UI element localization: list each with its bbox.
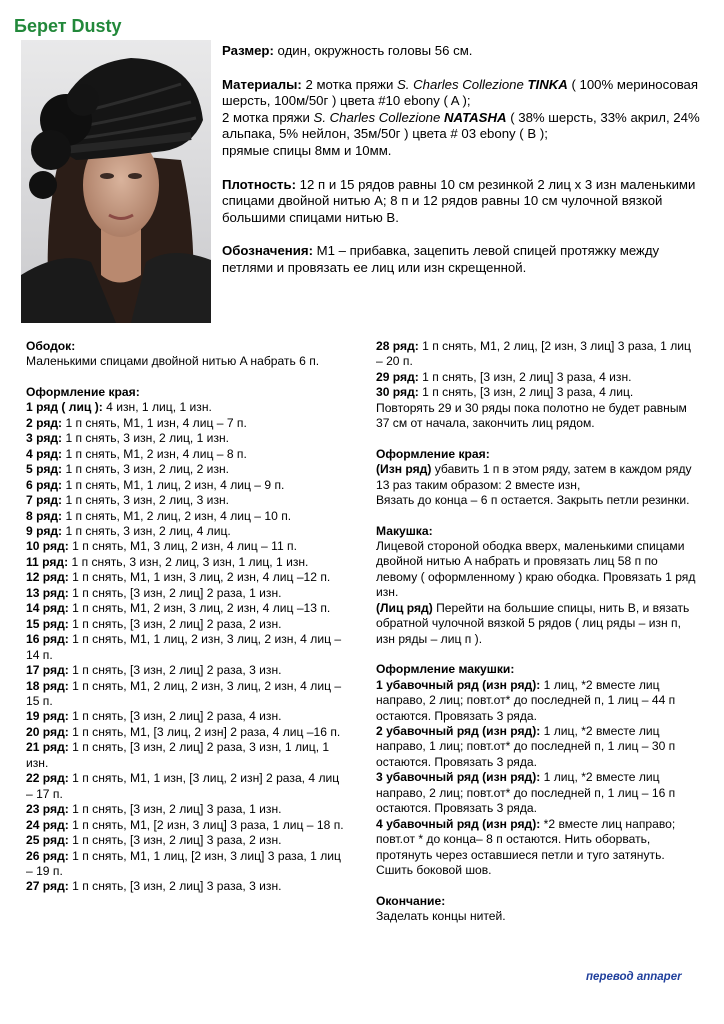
- pattern-row: [376, 724, 700, 770]
- pattern-row: [26, 478, 348, 493]
- row-label: 21 ряд:: [26, 740, 69, 755]
- row-label: 2 ряд:: [26, 415, 63, 430]
- row-text: 1 п снять, M1, 1 лиц, [2 изн, 3 лиц] 3 раза, 1 лиц – 19 п.: [26, 848, 341, 878]
- band-text: Маленькими спицами двойной нитью A набрать 6 п.: [26, 354, 320, 369]
- pattern-row: [26, 802, 348, 817]
- materials-b-yarn: NATASHA: [444, 109, 507, 125]
- page-title: Берет Dusty: [14, 16, 122, 36]
- finish-heading: Окончание:: [376, 893, 446, 908]
- crown-text: Лицевой стороной ободка вверх, маленькими спицами двойной нитью A набрать и провязать лиц 58 п по левому ( оформленному ) краю ободка. Провязать 1 ряд изн.: [376, 538, 696, 600]
- pattern-row: [26, 833, 348, 848]
- materials-label: Материалы:: [222, 76, 302, 92]
- row-label: 1 убавочный ряд (изн ряд):: [376, 677, 541, 692]
- materials-b-rest: ( 38% шерсть, 33% акрил, 24% альпака, 5% нейлон, 35м/50г ) цвета # 03 ebony ( B );: [222, 109, 700, 142]
- row-text: 1 п снять, M1, 3 лиц, 2 изн, 4 лиц – 11 п.: [68, 539, 297, 554]
- row-text: 1 п снять, M1, 2 изн, 3 лиц, 2 изн, 4 лиц –13 п.: [68, 601, 331, 616]
- pattern-row: [26, 462, 348, 477]
- row-text: 1 п снять, M1, 1 изн, 3 лиц, 2 изн, 4 лиц –12 п.: [68, 570, 331, 585]
- row-text: 1 лиц, *2 вместе лиц направо, 2 лиц; повт.от* до последней п, 1 лиц – 16 п остаются. Провязать 3 ряда.: [376, 770, 676, 816]
- row-text: 1 п снять, M1, 2 лиц, 2 изн, 3 лиц, 2 изн, 4 лиц – 15 п.: [26, 678, 342, 708]
- edge-finish-label: (Изн ряд): [376, 462, 432, 477]
- row-text: 1 п снять, [3 изн, 2 лиц] 3 раза, 4 изн.: [418, 369, 632, 384]
- row-text: 1 п снять, 3 изн, 2 лиц, 3 изн.: [62, 493, 230, 508]
- right-row-list: [376, 339, 700, 401]
- row-label: 19 ряд:: [26, 709, 69, 724]
- crown-label-2: (Лиц ряд): [376, 600, 433, 615]
- abbreviations-paragraph: [222, 243, 702, 276]
- row-label: 18 ряд:: [26, 678, 69, 693]
- materials-b-brand: S. Charles Collezione: [313, 109, 445, 125]
- pattern-row: [26, 416, 348, 431]
- row-text: 1 п снять, [3 изн, 2 лиц] 3 раза, 4 лиц.: [418, 385, 634, 400]
- row-text: 1 лиц, *2 вместе лиц направо, 1 лиц; повт.от* до последней п, 1 лиц – 30 п остаются. Провязать 3 ряда.: [376, 723, 676, 769]
- row-text: 1 п снять, [3 изн, 2 лиц] 3 раза, 2 изн.: [68, 833, 282, 848]
- row-text: 1 п снять, 3 изн, 2 лиц, 1 изн.: [62, 431, 230, 446]
- materials-a: 2 мотка пряжи: [301, 76, 398, 92]
- row-text: 4 изн, 1 лиц, 1 изн.: [102, 400, 212, 415]
- row-label: 13 ряд:: [26, 585, 69, 600]
- row-text: 1 п снять, M1, 2 лиц, [2 изн, 3 лиц] 3 раза, 1 лиц – 20 п.: [376, 339, 691, 369]
- pattern-row: [26, 849, 348, 880]
- row-label: 22 ряд:: [26, 771, 69, 786]
- row-label: 20 ряд:: [26, 724, 69, 739]
- size-text: один, окружность головы 56 см.: [273, 43, 473, 58]
- edge-heading: Оформление края:: [26, 384, 140, 399]
- row-label: 12 ряд:: [26, 570, 69, 585]
- row-label: 4 убавочный ряд (изн ряд):: [376, 816, 541, 831]
- row-text: 1 п снять, M1, [3 лиц, 2 изн] 2 раза, 4 лиц –16 п.: [68, 724, 341, 739]
- pattern-row: [26, 539, 348, 554]
- row-label: 29 ряд:: [376, 369, 419, 384]
- crown-heading: Макушка:: [376, 523, 433, 538]
- row-label: 17 ряд:: [26, 663, 69, 678]
- row-text: 1 п снять, [3 изн, 2 лиц] 2 раза, 4 изн.: [68, 709, 282, 724]
- row-label: 1 ряд ( лиц ):: [26, 400, 103, 415]
- row-text: 1 п снять, [3 изн, 2 лиц] 2 раза, 1 изн.: [68, 585, 282, 600]
- row-label: 10 ряд:: [26, 539, 69, 554]
- edge-finish-heading: Оформление края:: [376, 446, 490, 461]
- gauge-text: 12 п и 15 рядов равны 10 см резинкой 2 лиц х 3 изн маленькими спицами двойной нитью A; 8 п и 12 рядов равны 10 см чулочной вязкой большими спицами нитью B.: [222, 176, 696, 225]
- decrease-row-list: [376, 678, 700, 879]
- pattern-row: [376, 678, 700, 724]
- translator-credit: перевод annaper: [586, 971, 682, 983]
- edge-finish-text: убавить 1 п в этом ряду, затем в каждом ряду 13 раз таким образом: 2 вместе изн,: [376, 462, 692, 492]
- edge-finish-paragraph: [376, 462, 700, 493]
- right-column: [376, 339, 700, 924]
- row-text: 1 п снять, 3 изн, 2 лиц, 2 изн.: [62, 462, 230, 477]
- pattern-row: [26, 632, 348, 663]
- row-label: 16 ряд:: [26, 632, 69, 647]
- row-label: 15 ряд:: [26, 616, 69, 631]
- abbreviations-text: M1 – прибавка, зацепить левой спицей протяжку между петлями и провязать ее лиц или изн скрещенной.: [222, 243, 660, 275]
- left-row-list: [26, 400, 348, 895]
- row-text: 1 п снять, [3 изн, 2 лиц] 2 раза, 3 изн, 1 лиц, 1 изн.: [26, 740, 330, 770]
- pattern-row: [26, 431, 348, 446]
- size-label: Размер:: [222, 43, 274, 58]
- row-text: 1 п снять, M1, [2 изн, 3 лиц] 3 раза, 1 лиц – 18 п.: [68, 817, 344, 832]
- left-column: [26, 339, 348, 895]
- model-photo: [21, 40, 211, 323]
- abbreviations-label: Обозначения:: [222, 243, 313, 259]
- pattern-row: [376, 770, 700, 816]
- materials-a-yarn: TINKA: [527, 76, 568, 92]
- row-text: 1 п снять, [3 изн, 2 лиц] 2 раза, 2 изн.: [68, 616, 282, 631]
- crown-finish-heading: Оформление макушки:: [376, 662, 515, 677]
- row-label: 4 ряд:: [26, 446, 63, 461]
- row-text: 1 п снять, M1, 1 лиц, 2 изн, 4 лиц – 9 п.: [62, 477, 285, 492]
- pattern-row: [376, 339, 700, 370]
- row-text: 1 п снять, [3 изн, 2 лиц] 2 раза, 3 изн.: [68, 663, 282, 678]
- row-text: 1 п снять, 3 изн, 2 лиц, 3 изн, 1 лиц, 1 изн.: [68, 554, 309, 569]
- gauge-label: Плотность:: [222, 176, 297, 192]
- row-label: 3 убавочный ряд (изн ряд):: [376, 770, 541, 785]
- row-label: 5 ряд:: [26, 462, 63, 477]
- pattern-row: [26, 524, 348, 539]
- gauge-paragraph: [222, 177, 702, 227]
- row-label: 3 ряд:: [26, 431, 63, 446]
- row-text: 1 п снять, M1, 2 лиц, 2 изн, 4 лиц – 10 п.: [62, 508, 292, 523]
- materials-c: прямые спицы 8мм и 10мм.: [222, 142, 392, 158]
- row-label: 24 ряд:: [26, 817, 69, 832]
- repeat-text: Повторять 29 и 30 ряды пока полотно не будет равным 37 см от начала, закончить лиц рядом.: [376, 400, 687, 431]
- pattern-row: [26, 586, 348, 601]
- row-label: 6 ряд:: [26, 477, 63, 492]
- woman-in-beret-image: [21, 40, 211, 323]
- row-label: 9 ряд:: [26, 523, 63, 538]
- row-text: 1 п снять, M1, 1 изн, [3 лиц, 2 изн] 2 раза, 4 лиц – 17 п.: [26, 771, 340, 801]
- row-text: 1 п снять, M1, 1 изн, 4 лиц – 7 п.: [62, 415, 247, 430]
- row-text: *2 вместе лиц направо; повт.от * до конца– 8 п остаются. Нить оборвать, протянуть через оставшиеся петли и туго затянуть. Сшить боковой шов.: [376, 816, 676, 878]
- row-label: 27 ряд:: [26, 879, 69, 894]
- materials-a-rest: ( 100% мериносовая шерсть, 100м/50г ) цвета #10 ebony ( A );: [222, 76, 699, 109]
- pattern-row: [376, 385, 700, 400]
- crown-paragraph-2: [376, 601, 700, 647]
- pattern-row: [376, 370, 700, 385]
- row-label: 25 ряд:: [26, 833, 69, 848]
- row-label: 7 ряд:: [26, 493, 63, 508]
- row-text: 1 лиц, *2 вместе лиц направо, 2 лиц; повт.от* до последней п, 1 лиц – 44 п остаются. Провязать 3 ряда.: [376, 677, 676, 723]
- pattern-row: [26, 879, 348, 894]
- materials-paragraph: [222, 77, 702, 160]
- crown-text-2: Перейти на большие спицы, нить B, и вязать обратной чулочной вязкой 5 рядов ( лиц ряды – изн п, изн ряды – лиц п ).: [376, 600, 690, 646]
- pattern-row: [26, 493, 348, 508]
- pattern-row: [26, 771, 348, 802]
- row-label: 23 ряд:: [26, 802, 69, 817]
- pattern-row: [26, 601, 348, 616]
- materials-a-brand: S. Charles Collezione: [397, 76, 528, 92]
- band-heading: Ободок:: [26, 339, 76, 353]
- pattern-row: [26, 818, 348, 833]
- edge-finish-text-2: Вязать до конца – 6 п остается. Закрыть петли резинки.: [376, 493, 690, 508]
- row-text: 1 п снять, M1, 1 лиц, 2 изн, 3 лиц, 2 изн, 4 лиц – 14 п.: [26, 632, 342, 662]
- row-label: 14 ряд:: [26, 601, 69, 616]
- pattern-row: [26, 570, 348, 585]
- pattern-row: [26, 617, 348, 632]
- row-label: 2 убавочный ряд (изн ряд):: [376, 723, 541, 738]
- pattern-row: [26, 555, 348, 570]
- pattern-row: [26, 709, 348, 724]
- materials-b: 2 мотка пряжи: [222, 109, 314, 125]
- pattern-row: [26, 400, 348, 415]
- row-label: 26 ряд:: [26, 848, 69, 863]
- pattern-row: [26, 663, 348, 678]
- row-label: 8 ряд:: [26, 508, 63, 523]
- row-text: 1 п снять, [3 изн, 2 лиц] 3 раза, 1 изн.: [68, 802, 282, 817]
- row-label: 11 ряд:: [26, 554, 69, 569]
- intro-block: [222, 43, 702, 294]
- finish-text: Заделать концы нитей.: [376, 908, 506, 923]
- row-label: 30 ряд:: [376, 385, 419, 400]
- row-label: 28 ряд:: [376, 339, 419, 353]
- row-text: 1 п снять, [3 изн, 2 лиц] 3 раза, 3 изн.: [68, 879, 282, 894]
- pattern-row: [26, 509, 348, 524]
- pattern-row: [26, 447, 348, 462]
- pattern-row: [376, 817, 700, 879]
- pattern-row: [26, 740, 348, 771]
- pattern-row: [26, 679, 348, 710]
- row-text: 1 п снять, M1, 2 изн, 4 лиц – 8 п.: [62, 446, 247, 461]
- row-text: 1 п снять, 3 изн, 2 лиц, 4 лиц.: [62, 523, 231, 538]
- size-paragraph: [222, 43, 702, 60]
- pattern-row: [26, 725, 348, 740]
